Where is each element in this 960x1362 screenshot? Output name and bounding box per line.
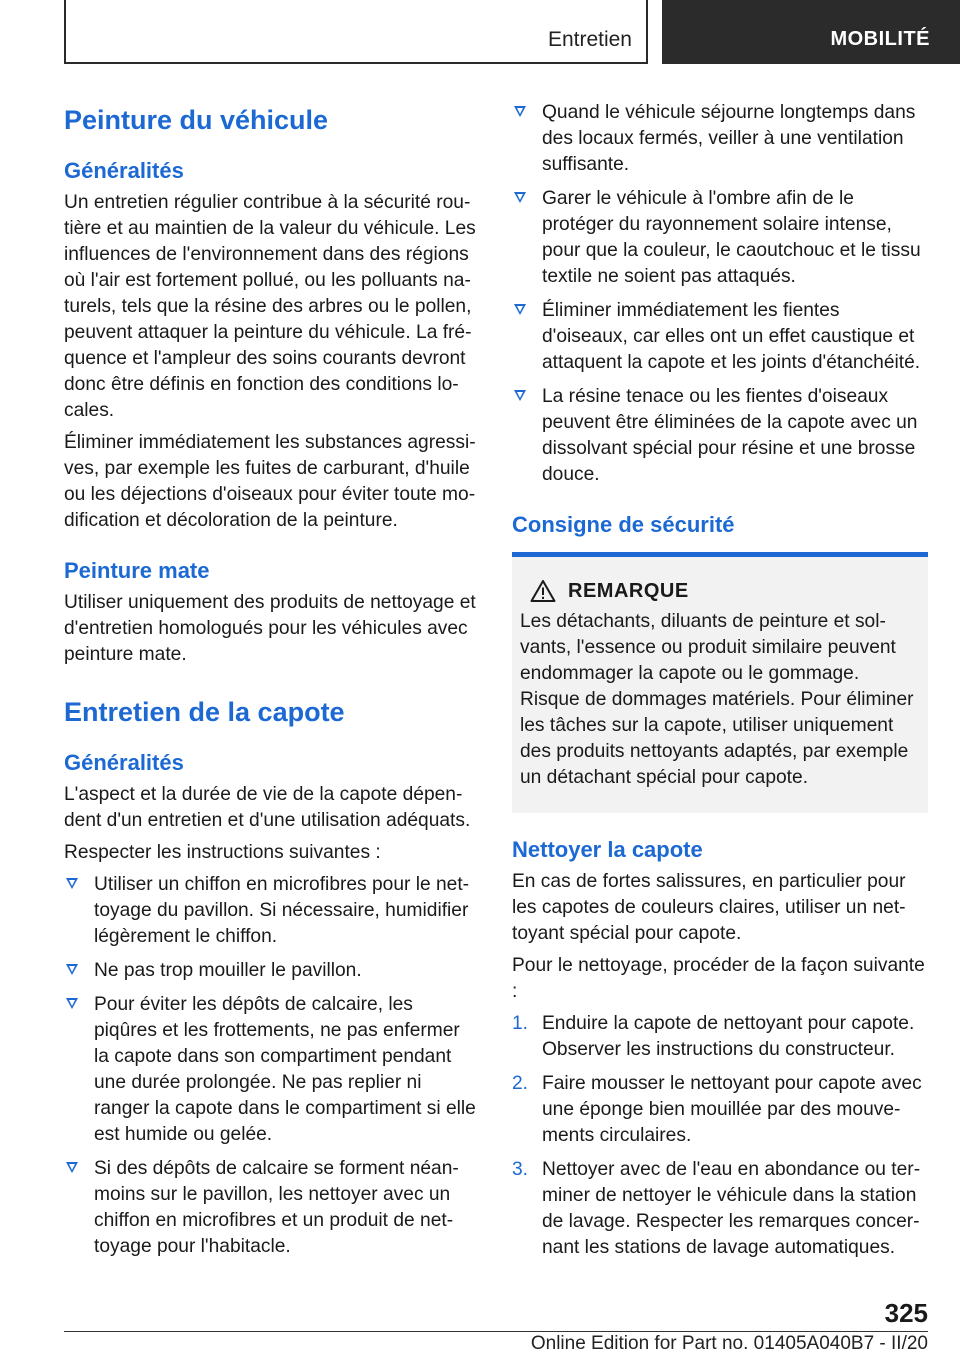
heading-paint: Peinture du véhicule (64, 105, 329, 135)
footer-divider (64, 1331, 928, 1332)
paragraph-heavy-soiling: En cas de fortes salissures, en particulier pour les capotes de couleurs claires, utiliser un nettoyant spécial pour capote. (512, 871, 906, 944)
list-item: Utiliser un chiffon en microfibres pour le nettoyage du pavillon. Si nécessaire, humidifier légèrement le chiffon. (64, 872, 478, 950)
heading-clean-top: Nettoyer la capote (512, 837, 703, 862)
triangle-bullet-icon (514, 304, 526, 315)
list-item: Ne pas trop mouiller le pavillon. (64, 958, 478, 984)
page-number: 325 (884, 1298, 928, 1328)
triangle-bullet-icon (514, 390, 526, 401)
notice-header (520, 579, 920, 603)
triangle-bullet-icon (514, 106, 526, 117)
heading-general-top: Généralités (64, 750, 184, 775)
notice-box (512, 552, 928, 813)
step-number: 1. (512, 1013, 529, 1034)
right-bullet-list (512, 100, 928, 488)
list-item: Pour éviter les dépôts de calcaire, les piqûres et les frottements, ne pas enfermer la capote dans son compartiment pendant une durée prolongée. Ne pas replier ni ranger la capote dans le compartiment si elle est humide ou gelée. (64, 992, 478, 1148)
triangle-bullet-icon (66, 1162, 78, 1173)
left-column (64, 100, 478, 1268)
header-section-box (64, 0, 648, 64)
notice-title: REMARQUE (568, 579, 689, 602)
paragraph-paint-care: Un entretien régulier contribue à la sécurité routière et au maintien de la valeur du véhicule. Les influences de l'environnement dans des régions où l'air est fortement pollué, ou les polluants naturels, tels que la résine des arbres ou le pollen, peuvent attaquer la peinture du véhicule. La fréquence et l'ampleur des soins courants devront donc être définis en fonction des conditions locales. (64, 192, 476, 421)
paragraph-follow-instructions: Respecter les instructions suivantes : (64, 842, 381, 863)
list-item: La résine tenace ou les fientes d'oiseaux peuvent être éliminées de la capote avec un dissolvant spécial pour résine et une brosse douce. (512, 384, 928, 488)
notice-text: Les détachants, diluants de peinture et solvants, l'essence ou produit similaire peuvent endommager la capote ou le gommage. Risque de dommages matériels. Pour éliminer les tâches sur la capote, utiliser uniquement des produits nettoyants adaptés, par exemple un détachant spécial pour capote. (520, 611, 914, 788)
list-item: Si des dépôts de calcaire se forment néanmoins sur le pavillon, les nettoyer avec un chiffon en microfibres et un produit de nettoyage pour l'habitacle. (64, 1156, 478, 1260)
list-item: Éliminer immédiatement les fientes d'oiseaux, car elles ont un effet caustique et attaquent la capote et les joints d'étanchéité. (512, 298, 928, 376)
footer-edition: Online Edition for Part no. 01405A040B7 - II/20 (530, 1333, 928, 1354)
cleaning-steps-list (512, 1011, 928, 1261)
paragraph-procedure: Pour le nettoyage, procéder de la façon suivante : (512, 955, 925, 1002)
header-section-title: Entretien (547, 28, 632, 51)
heading-safety: Consigne de sécurité (512, 512, 735, 537)
header-chapter-label: MOBILITÉ (830, 28, 930, 50)
paragraph-matte-paint: Utiliser uniquement des produits de nettoyage et d'entretien homologués pour les véhicules avec peinture mate. (64, 592, 476, 665)
warning-triangle-icon (530, 579, 556, 603)
list-item: 3. Nettoyer avec de l'eau en abondance ou terminer de nettoyer le véhicule dans la station de lavage. Respecter les remarques concernant les stations de lavage automatiques. (512, 1159, 921, 1258)
step-number: 3. (512, 1159, 529, 1180)
triangle-bullet-icon (514, 192, 526, 203)
header-chapter-tab (662, 0, 960, 64)
right-column (512, 100, 928, 1269)
list-item: 2. Faire mousser le nettoyant pour capote avec une éponge bien mouillée par des mouvements circulaires. (512, 1073, 922, 1146)
step-number: 2. (512, 1073, 529, 1094)
triangle-bullet-icon (66, 964, 78, 975)
left-bullet-list (64, 872, 478, 1260)
list-item: 1. Enduire la capote de nettoyant pour capote. Observer les instructions du constructeur. (512, 1013, 915, 1060)
heading-matte-paint: Peinture mate (64, 558, 210, 583)
triangle-bullet-icon (66, 878, 78, 889)
heading-soft-top: Entretien de la capote (64, 697, 345, 727)
triangle-bullet-icon (66, 998, 78, 1009)
list-item: Garer le véhicule à l'ombre afin de le protéger du rayonnement solaire intense, pour que la couleur, le caoutchouc et le tissu textile ne soient pas attaqués. (512, 186, 928, 290)
list-item: Quand le véhicule séjourne longtemps dans des locaux fermés, veiller à une ventilation suffisante. (512, 100, 928, 178)
paragraph-top-lifetime: L'aspect et la durée de vie de la capote dépendent d'un entretien et d'une utilisation adéquats. (64, 784, 471, 831)
paragraph-aggressive-substances: Éliminer immédiatement les substances agressives, par exemple les fuites de carburant, d'huile ou les déjections d'oiseaux pour éviter toute modification et décoloration de la peinture. (64, 432, 476, 531)
heading-general-paint: Généralités (64, 158, 184, 183)
